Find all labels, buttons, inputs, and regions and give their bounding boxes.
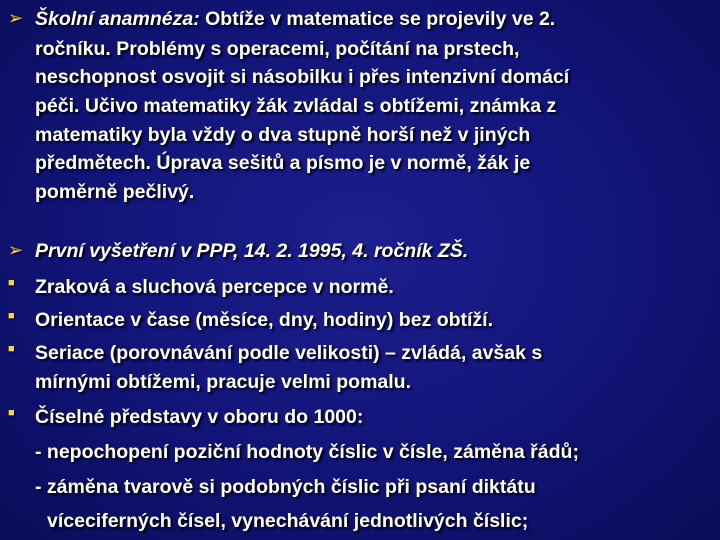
square-bullet-icon: ■ <box>8 343 15 355</box>
bullet-seriation-line-1: Seriace (porovnávání podle velikosti) – zvládá, avšak s <box>35 342 543 364</box>
first-examination-heading: První vyšetření v PPP, 14. 2. 1995, 4. ročník ZŠ. <box>35 240 469 262</box>
school-anamnesis-line-2: ročníku. Problémy s operacemi, počítání na prstech, <box>35 38 520 60</box>
school-anamnesis-line-3: neschopnost osvojit si násobilku i přes intenzivní domácí <box>35 66 570 88</box>
square-bullet-icon: ■ <box>8 277 15 289</box>
bullet-orientation: Orientace v čase (měsíce, dny, hodiny) bez obtíží. <box>35 309 494 331</box>
arrow-bullet-icon: ➢ <box>8 240 24 260</box>
school-anamnesis-line-4: péči. Učivo matematiky žák zvládal s obtížemi, známka z <box>35 95 557 117</box>
school-anamnesis-text: Obtíže v matematice se projevily ve 2. <box>199 8 556 30</box>
square-bullet-icon: ■ <box>8 310 15 322</box>
square-bullet-icon: ■ <box>8 407 15 419</box>
school-anamnesis-line-1 <box>35 6 555 32</box>
arrow-bullet-icon: ➢ <box>8 8 24 28</box>
school-anamnesis-heading: Školní anamnéza: <box>35 8 200 30</box>
school-anamnesis-line-6: předmětech. Úprava sešitů a písmo je v normě, žák je <box>35 152 531 174</box>
bullet-numbers-line-4: víceciferných čísel, vynechávání jednotlivých číslic; <box>47 510 529 532</box>
bullet-numbers-line-2: - nepochopení poziční hodnoty číslic v čísle, záměna řádů; <box>35 441 579 463</box>
bullet-perception: Zraková a sluchová percepce v normě. <box>35 276 394 298</box>
school-anamnesis-line-7: poměrně pečlivý. <box>35 181 195 203</box>
school-anamnesis-line-5: matematiky byla vždy o dva stupně horší než v jiných <box>35 124 531 146</box>
bullet-numbers-line-3: - záměna tvarově si podobných číslic při psaní diktátu <box>35 476 536 498</box>
bullet-seriation-line-2: mírnými obtížemi, pracuje velmi pomalu. <box>35 371 412 393</box>
bullet-numbers-line-1: Číselné představy v oboru do 1000: <box>35 406 364 428</box>
